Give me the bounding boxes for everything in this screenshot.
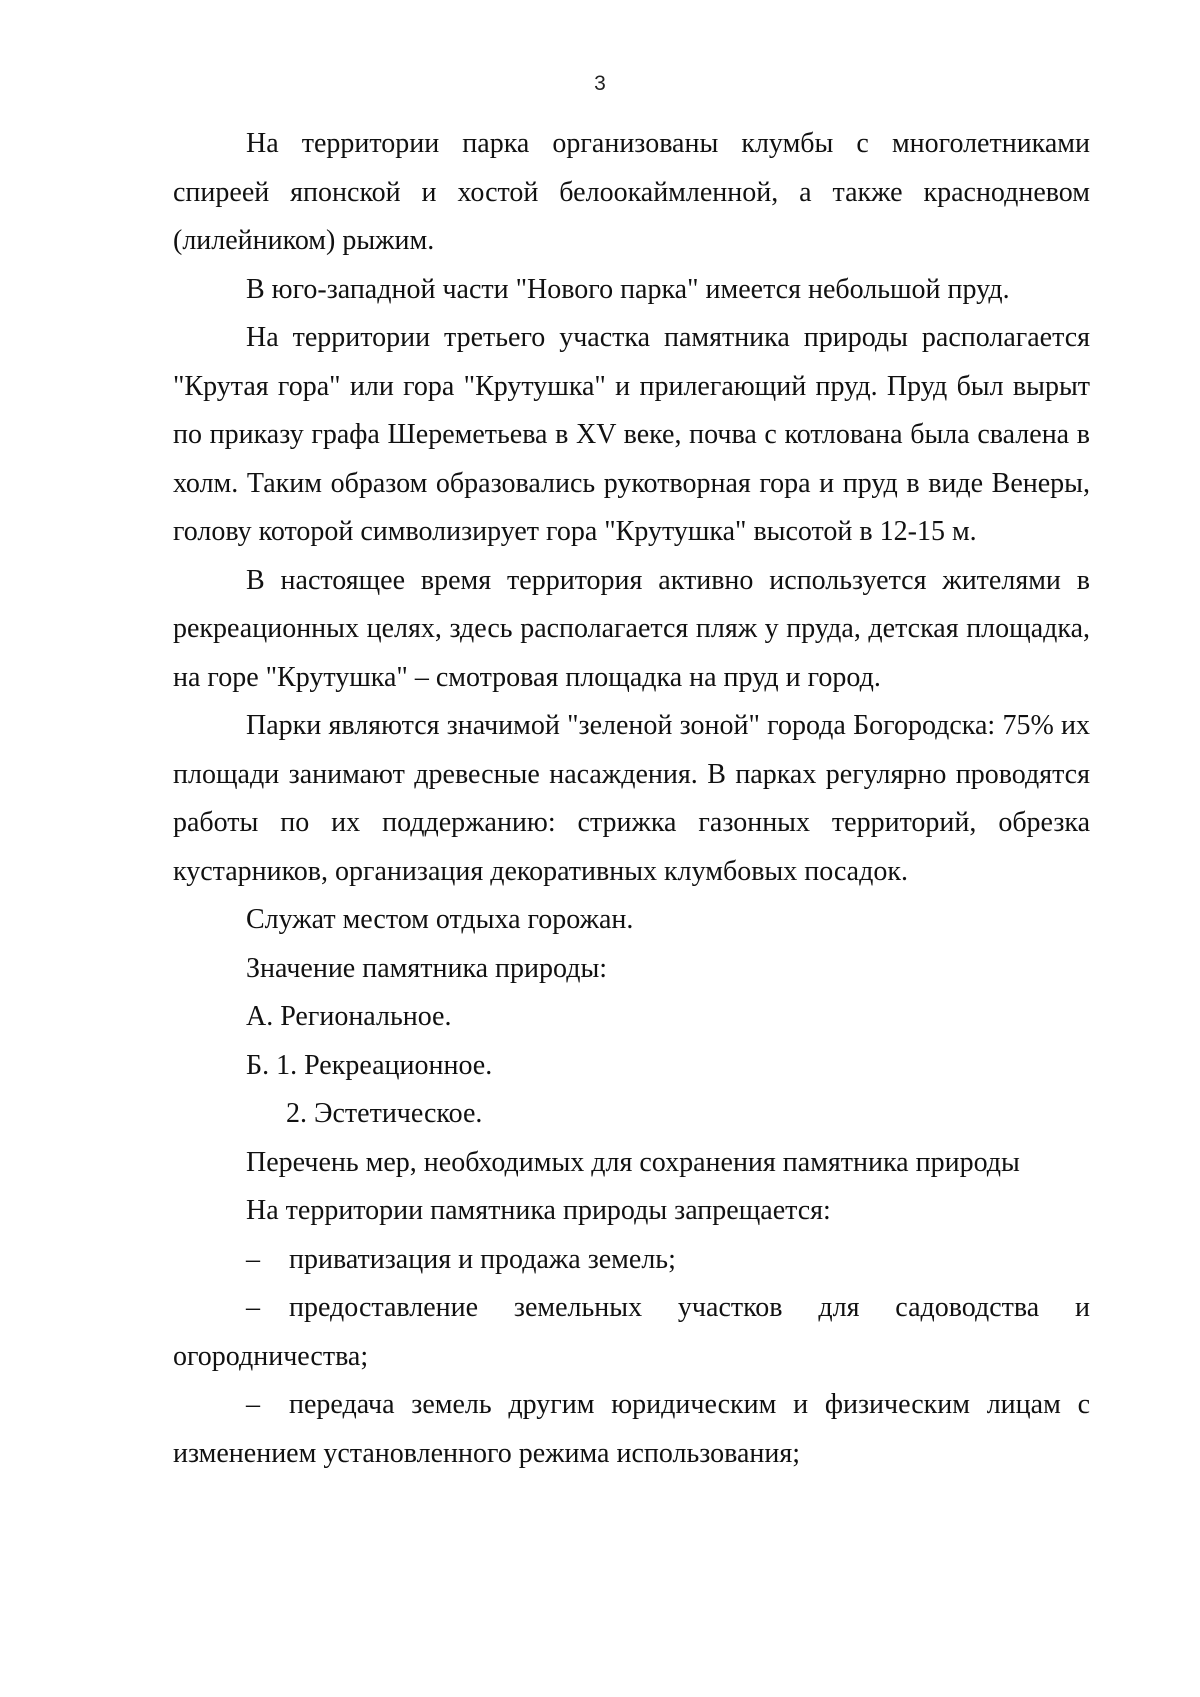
page-number: 3 <box>594 72 606 95</box>
paragraph-significance-heading: Значение памятника природы: <box>246 952 608 984</box>
list-item <box>173 1381 1090 1478</box>
paragraph-flowerbeds: На территории парка организованы клумбы с многолетниками спиреей японской и хостой белоокаймленной, а также краснодневом (лилейником) рыжим. <box>173 128 1090 256</box>
list-item-text: передача земель другим юридическим и физическим лицам с изменением установленного режима использования; <box>173 1389 1090 1469</box>
dash-marker: – <box>246 1389 260 1420</box>
paragraph-pond-new-park: В юго-западной части "Нового парка" имеется небольшой пруд. <box>246 273 1010 305</box>
dash-marker: – <box>246 1243 260 1275</box>
paragraph-significance-recreational: Б. 1. Рекреационное. <box>246 1049 493 1081</box>
list-item-text: приватизация и продажа земель; <box>289 1243 676 1275</box>
paragraph-significance-regional: А. Региональное. <box>246 1001 452 1032</box>
document-body <box>173 120 1090 1478</box>
list-item <box>173 1284 1090 1381</box>
dash-marker: – <box>246 1292 260 1323</box>
list-item <box>173 1236 1090 1285</box>
paragraph-prohibited-heading: На территории памятника природы запрещается: <box>246 1195 831 1226</box>
list-item-text: предоставление земельных участков для садоводства и огородничества; <box>173 1292 1090 1372</box>
paragraph-recreation-use: В настоящее время территория активно используется жителями в рекреационных целях, здесь располагается пляж у пруда, детская площадка, на горе "Крутушка" – смотровая площадка на пруд и город. <box>173 564 1090 693</box>
paragraph-krutushka-hill: На территории третьего участка памятника природы располагается "Крутая гора" или гора "Крутушка" и прилегающий пруд. Пруд был вырыт по приказу графа Шереметьева в XV веке, почва с котлована была свалена в холм. Таким образом образовались рукотворная гора и пруд в виде Венеры, голову которой символизирует гора "Крутушка" высотой в 12-15 м. <box>173 322 1090 547</box>
paragraph-green-zone: Парки являются значимой "зеленой зоной" города Богородска: 75% их площади занимают древесные насаждения. В парках регулярно проводятся работы по их поддержанию: стрижка газонных территорий, обрезка кустарников, организация декоративных клумбовых посадок. <box>173 710 1090 887</box>
paragraph-rest-place: Служат местом отдыха горожан. <box>246 904 634 935</box>
paragraph-measures-heading: Перечень мер, необходимых для сохранения памятника природы <box>246 1146 1020 1178</box>
paragraph-significance-aesthetic: 2. Эстетическое. <box>286 1098 483 1129</box>
